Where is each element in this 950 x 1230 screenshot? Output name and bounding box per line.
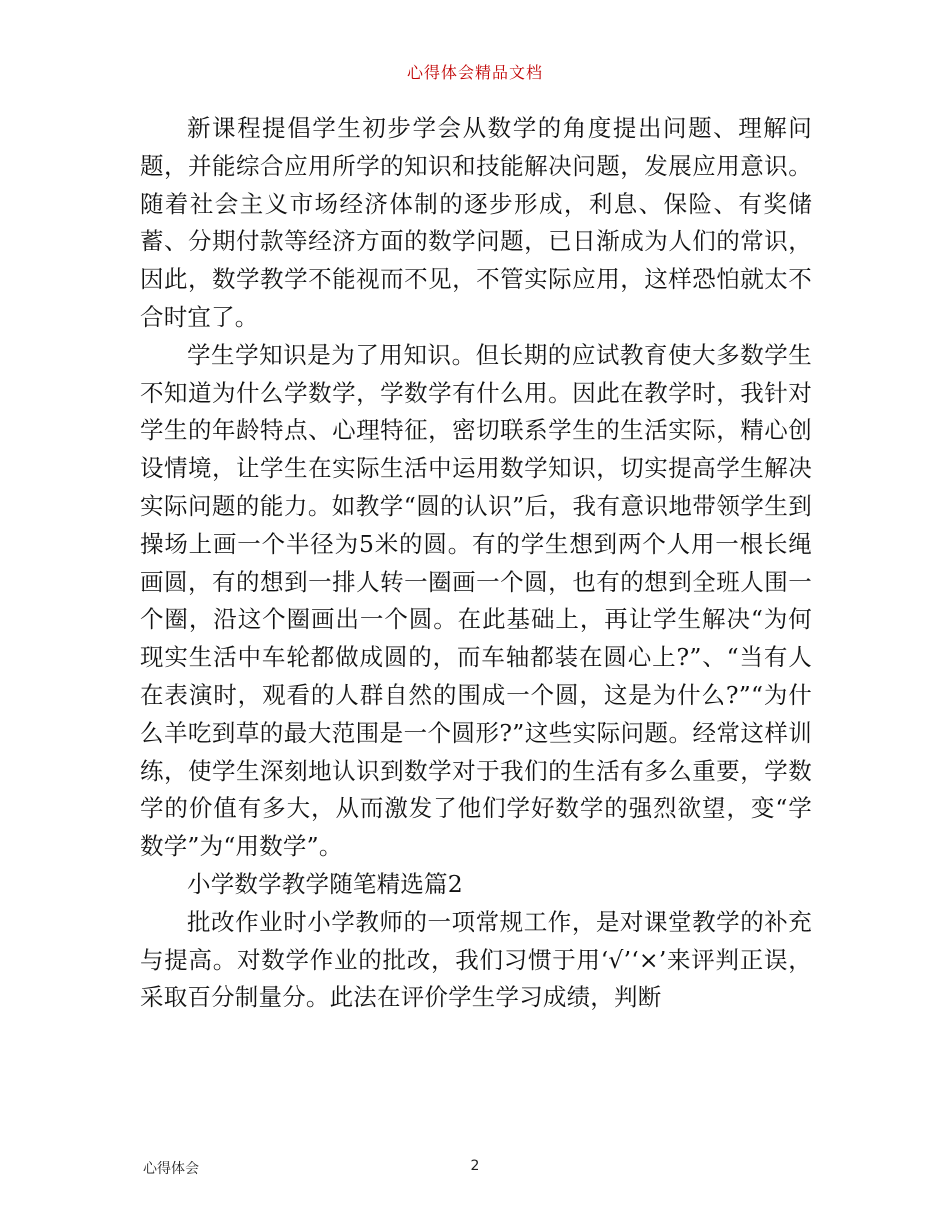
section-heading: 小学数学教学随笔精选篇2 (187, 869, 463, 898)
paragraph-homework-grading: 批改作业时小学教师的一项常规工作，是对课堂教学的补充与提高。对数学作业的批改，我们习惯于用‘√’‘×’来评判正误，采取百分制量分。此法在评价学生学习成绩，判断 (140, 907, 812, 1012)
document-body (140, 110, 812, 1017)
paragraph-new-curriculum: 新课程提倡学生初步学会从数学的角度提出问题、理解问题，并能综合应用所学的知识和技能解决问题，发展应用意识。随着社会主义市场经济体制的逐步形成，利息、保险、有奖储蓄、分期付款等经济方面的数学问题，已日渐成为人们的常识，因此，数学教学不能视而不见，不管实际应用，这样恐怕就太不合时宜了。 (140, 114, 812, 331)
paragraph-applying-knowledge: 学生学知识是为了用知识。但长期的应试教育使大多数学生不知道为什么学数学，学数学有什么用。因此在教学时，我针对学生的年龄特点、心理特征，密切联系学生的生活实际，精心创设情境，让学生在实际生活中运用数学知识，切实提高学生解决实际问题的能力。如教学“圆的认识”后，我有意识地带领学生到操场上画一个半径为5米的圆。有的学生想到两个人用一根长绳画圆，有的想到一排人转一圈画一个圆，也有的想到全班人围一个圈，沿这个圈画出一个圆。在此基础上，再让学生解决“为何现实生活中车轮都做成圆的，而车轴都装在圆心上?”、“当有人在表演时，观看的人群自然的围成一个圆，这是为什么?”“为什么羊吃到草的最大范围是一个圆形?”这些实际问题。经常这样训练，使学生深刻地认识到数学对于我们的生活有多么重要，学数学的价值有多大，从而激发了他们学好数学的强烈欲望，变“学数学”为“用数学”。 (140, 340, 812, 861)
footer-label: 心得体会 (143, 1161, 199, 1177)
page-number: 2 (470, 1158, 480, 1174)
document-header: 心得体会精品文档 (406, 63, 543, 82)
